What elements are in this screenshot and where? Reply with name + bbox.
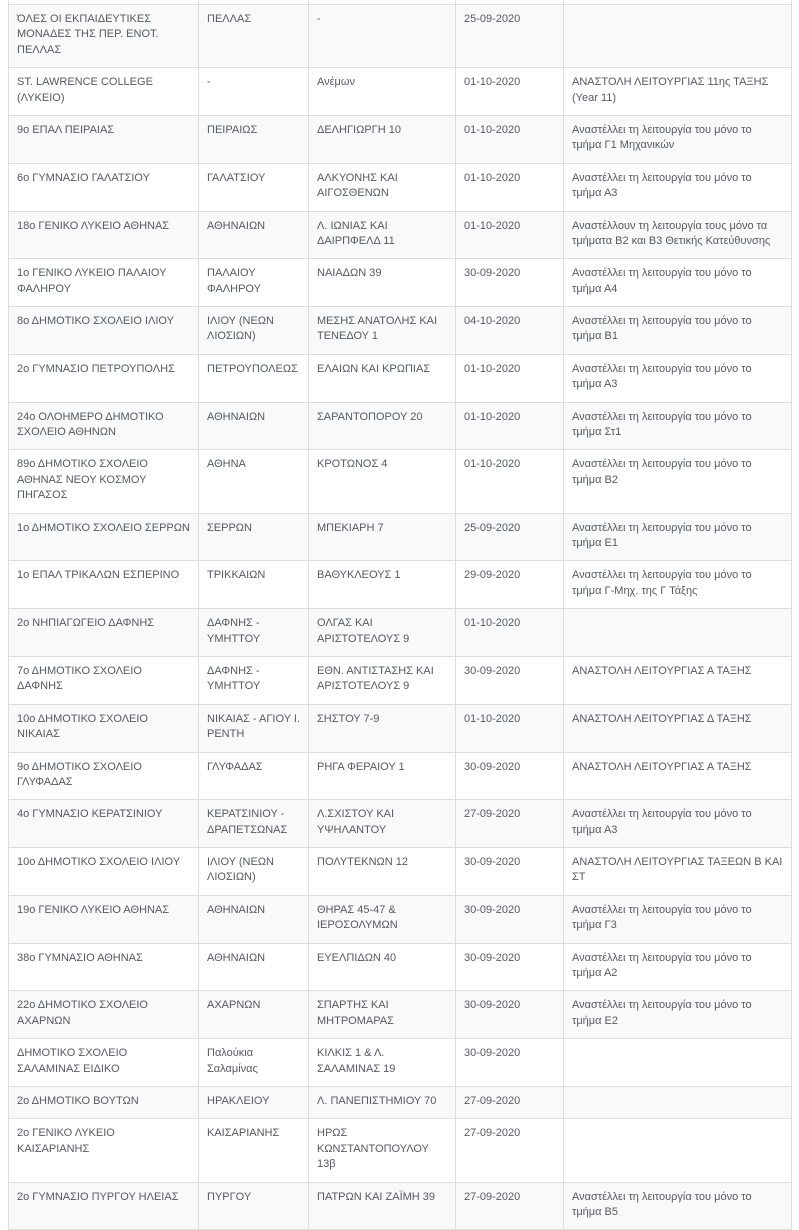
cell-date: 30-09-2020 bbox=[456, 943, 564, 991]
cell-address: ΑΛΚΥΟΝΗΣ ΚΑΙ ΑΙΓΟΣΘΕΝΩΝ bbox=[309, 163, 456, 211]
table-row bbox=[9, 704, 792, 752]
cell-date: 01-10-2020 bbox=[456, 450, 564, 513]
table-row bbox=[9, 68, 792, 116]
table-row bbox=[9, 895, 792, 943]
cell-notes: Αναστέλλουν τη λειτουργία τους μόνο τα τμήματα Β2 και Β3 Θετικής Κατεύθυνσης bbox=[564, 211, 792, 259]
cell-municipality: ΑΘΗΝΑΙΩΝ bbox=[199, 402, 309, 450]
cell-address: ΠΟΛΥΤΕΚΝΩΝ 12 bbox=[309, 848, 456, 896]
cell-date: 30-09-2020 bbox=[456, 991, 564, 1039]
cell-address: ΔΕΛΗΓΙΩΡΓΗ 10 bbox=[309, 115, 456, 163]
cell-municipality: ΓΑΛΑΤΣΙΟΥ bbox=[199, 163, 309, 211]
cell-municipality: ΑΧΑΡΝΩΝ bbox=[199, 991, 309, 1039]
cell-municipality: - bbox=[199, 68, 309, 116]
cell-municipality: ΠΕΙΡΑΙΩΣ bbox=[199, 115, 309, 163]
cell-municipality: ΣΕΡΡΩΝ bbox=[199, 513, 309, 561]
cell-address: ΕΛΑΙΩΝ ΚΑΙ ΚΡΩΠΙΑΣ bbox=[309, 354, 456, 402]
table-row bbox=[9, 450, 792, 513]
cell-school: 9ο ΕΠΑΛ ΠΕΙΡΑΙΑΣ bbox=[9, 115, 199, 163]
cell-address: ΝΑΙΑΔΩΝ 39 bbox=[309, 259, 456, 307]
cell-school: 18ο ΓΕΝΙΚΟ ΛΥΚΕΙΟ ΑΘΗΝΑΣ bbox=[9, 211, 199, 259]
cell-address: ΣΠΑΡΤΗΣ ΚΑΙ ΜΗΤΡΟΜΑΡΑΣ bbox=[309, 991, 456, 1039]
cell-school: 4ο ΓΥΜΝΑΣΙΟ ΚΕΡΑΤΣΙΝΙΟΥ bbox=[9, 800, 199, 848]
cell-school: ΌΛΕΣ ΟΙ ΕΚΠΑΙΔΕΥΤΙΚΕΣ ΜΟΝΑΔΕΣ ΤΗΣ ΠΕΡ. ΕΝΟΤ. ΠΕΛΛΑΣ bbox=[9, 5, 199, 68]
cell-school: 2ο ΝΗΠΙΑΓΩΓΕΙΟ ΔΑΦΝΗΣ bbox=[9, 609, 199, 657]
table-row bbox=[9, 354, 792, 402]
cell-municipality: ΗΡΑΚΛΕΙΟΥ bbox=[199, 1086, 309, 1118]
table-row bbox=[9, 848, 792, 896]
cell-school: 38ο ΓΥΜΝΑΣΙΟ ΑΘΗΝΑΣ bbox=[9, 943, 199, 991]
cell-date: 30-09-2020 bbox=[456, 1039, 564, 1087]
cell-notes: Αναστέλλει τη λειτουργία του μόνο το τμήμα Α3 bbox=[564, 163, 792, 211]
cell-address: Λ. ΠΑΝΕΠΙΣΤΗΜΙΟΥ 70 bbox=[309, 1086, 456, 1118]
cell-address: ΣΗΣΤΟΥ 7-9 bbox=[309, 704, 456, 752]
cell-address: ΡΗΓΑ ΦΕΡΑΙΟΥ 1 bbox=[309, 752, 456, 800]
cell-address: ΘΗΡΑΣ 45-47 & ΙΕΡΟΣΟΛΥΜΩΝ bbox=[309, 895, 456, 943]
cell-school: ST. LAWRENCE COLLEGE (ΛΥΚΕΙΟ) bbox=[9, 68, 199, 116]
cell-notes: Αναστέλλει τη λειτουργία του μόνο το τμήμα Α3 bbox=[564, 354, 792, 402]
table-row bbox=[9, 163, 792, 211]
cell-date: 01-10-2020 bbox=[456, 211, 564, 259]
cell-school: ΔΗΜΟΤΙΚΟ ΣΧΟΛΕΙΟ ΣΑΛΑΜΙΝΑΣ ΕΙΔΙΚΟ bbox=[9, 1039, 199, 1087]
cell-address: ΜΕΣΗΣ ΑΝΑΤΟΛΗΣ ΚΑΙ ΤΕΝΕΔΟΥ 1 bbox=[309, 307, 456, 355]
cell-date: 27-09-2020 bbox=[456, 1086, 564, 1118]
cell-address: ΣΑΡΑΝΤΟΠΟΡΟΥ 20 bbox=[309, 402, 456, 450]
cell-municipality: ΠΕΛΛΑΣ bbox=[199, 5, 309, 68]
table-row bbox=[9, 5, 792, 68]
cell-school: 1ο ΓΕΝΙΚΟ ΛΥΚΕΙΟ ΠΑΛΑΙΟΥ ΦΑΛΗΡΟΥ bbox=[9, 259, 199, 307]
cell-address: ΚΙΛΚΙΣ 1 & Λ. ΣΑΛΑΜΙΝΑΣ 19 bbox=[309, 1039, 456, 1087]
table-row bbox=[9, 943, 792, 991]
cell-municipality: ΙΛΙΟΥ (ΝΕΩΝ ΛΙΟΣΙΩΝ) bbox=[199, 848, 309, 896]
cell-address: Λ. ΙΩΝΙΑΣ ΚΑΙ ΔΑΙΡΠΦΕΛΔ 11 bbox=[309, 211, 456, 259]
cell-notes: Αναστέλλει τη λειτουργία του μόνο το τμήμα Γ3 bbox=[564, 895, 792, 943]
table-row bbox=[9, 513, 792, 561]
table-row bbox=[9, 656, 792, 704]
cell-date: 01-10-2020 bbox=[456, 704, 564, 752]
table-row bbox=[9, 609, 792, 657]
cell-date: 30-09-2020 bbox=[456, 752, 564, 800]
table-row bbox=[9, 1119, 792, 1182]
cell-notes bbox=[564, 1039, 792, 1087]
cell-address: Ανέμων bbox=[309, 68, 456, 116]
cell-address: ΒΑΘΥΚΛΕΟΥΣ 1 bbox=[309, 561, 456, 609]
cell-notes: Αναστέλλει τη λειτουργία του μόνο το τμήμα Γ1 Μηχανικών bbox=[564, 115, 792, 163]
cell-municipality: ΙΛΙΟΥ (ΝΕΩΝ ΛΙΟΣΙΩΝ) bbox=[199, 307, 309, 355]
cell-school: 24ο ΟΛΟΗΜΕΡΟ ΔΗΜΟΤΙΚΟ ΣΧΟΛΕΙΟ ΑΘΗΝΩΝ bbox=[9, 402, 199, 450]
cell-date: 01-10-2020 bbox=[456, 68, 564, 116]
table-row bbox=[9, 752, 792, 800]
table-row bbox=[9, 402, 792, 450]
table-row bbox=[9, 211, 792, 259]
cell-municipality: ΠΥΡΓΟΥ bbox=[199, 1182, 309, 1230]
cell-notes bbox=[564, 1119, 792, 1182]
table-row bbox=[9, 991, 792, 1039]
cell-municipality: ΑΘΗΝΑΙΩΝ bbox=[199, 895, 309, 943]
cell-municipality: ΑΘΗΝΑΙΩΝ bbox=[199, 943, 309, 991]
table-row bbox=[9, 800, 792, 848]
cell-address: ΕΥΕΛΠΙΔΩΝ 40 bbox=[309, 943, 456, 991]
cell-date: 04-10-2020 bbox=[456, 307, 564, 355]
table-row bbox=[9, 1086, 792, 1118]
cell-school: 19ο ΓΕΝΙΚΟ ΛΥΚΕΙΟ ΑΘΗΝΑΣ bbox=[9, 895, 199, 943]
cell-municipality: ΚΑΙΣΑΡΙΑΝΗΣ bbox=[199, 1119, 309, 1182]
cell-notes: Αναστέλλει τη λειτουργία του μόνο το τμήμα Ε2 bbox=[564, 991, 792, 1039]
cell-date: 01-10-2020 bbox=[456, 402, 564, 450]
cell-date: 29-09-2020 bbox=[456, 561, 564, 609]
cell-notes: Αναστέλλει τη λειτουργία του μόνο το τμήμα Β1 bbox=[564, 307, 792, 355]
cell-notes bbox=[564, 609, 792, 657]
cell-municipality: ΠΕΤΡΟΥΠΟΛΕΩΣ bbox=[199, 354, 309, 402]
cell-municipality: ΤΡΙΚΚΑΙΩΝ bbox=[199, 561, 309, 609]
cell-municipality: ΓΛΥΦΑΔΑΣ bbox=[199, 752, 309, 800]
cell-municipality: ΑΘΗΝΑΙΩΝ bbox=[199, 211, 309, 259]
cell-municipality: ΚΕΡΑΤΣΙΝΙΟΥ - ΔΡΑΠΕΤΣΩΝΑΣ bbox=[199, 800, 309, 848]
cell-date: 25-09-2020 bbox=[456, 513, 564, 561]
cell-address: ΜΠΕΚΙΑΡΗ 7 bbox=[309, 513, 456, 561]
cell-school: 1ο ΔΗΜΟΤΙΚΟ ΣΧΟΛΕΙΟ ΣΕΡΡΩΝ bbox=[9, 513, 199, 561]
cell-date: 30-09-2020 bbox=[456, 259, 564, 307]
cell-address: ΚΡΟΤΩΝΟΣ 4 bbox=[309, 450, 456, 513]
table-row bbox=[9, 1039, 792, 1087]
cell-address: - bbox=[309, 5, 456, 68]
table-row bbox=[9, 307, 792, 355]
cell-date: 27-09-2020 bbox=[456, 1182, 564, 1230]
cell-notes bbox=[564, 5, 792, 68]
cell-school: 8ο ΔΗΜΟΤΙΚΟ ΣΧΟΛΕΙΟ ΙΛΙΟΥ bbox=[9, 307, 199, 355]
cell-date: 30-09-2020 bbox=[456, 656, 564, 704]
cell-school: 10ο ΔΗΜΟΤΙΚΟ ΣΧΟΛΕΙΟ ΙΛΙΟΥ bbox=[9, 848, 199, 896]
cell-notes: Αναστέλλει τη λειτουργία του μόνο το τμήμα Α2 bbox=[564, 943, 792, 991]
cell-notes: ΑΝΑΣΤΟΛΗ ΛΕΙΤΟΥΡΓΙΑΣ Α ΤΑΞΗΣ bbox=[564, 752, 792, 800]
cell-date: 30-09-2020 bbox=[456, 895, 564, 943]
cell-school: 9ο ΔΗΜΟΤΙΚΟ ΣΧΟΛΕΙΟ ΓΛΥΦΑΔΑΣ bbox=[9, 752, 199, 800]
cell-notes: Αναστέλλει τη λειτουργία του μόνο το τμήμα Β2 bbox=[564, 450, 792, 513]
cell-school: 1ο ΕΠΑΛ ΤΡΙΚΑΛΩΝ ΕΣΠΕΡΙΝΟ bbox=[9, 561, 199, 609]
cell-school: 10ο ΔΗΜΟΤΙΚΟ ΣΧΟΛΕΙΟ ΝΙΚΑΙΑΣ bbox=[9, 704, 199, 752]
cell-notes: ΑΝΑΣΤΟΛΗ ΛΕΙΤΟΥΡΓΙΑΣ Α ΤΑΞΗΣ bbox=[564, 656, 792, 704]
cell-address: Λ.ΣΧΙΣΤΟΥ ΚΑΙ ΥΨΗΛΑΝΤΟΥ bbox=[309, 800, 456, 848]
cell-address: ΗΡΩΣ ΚΩΝΣΤΑΝΤΟΠΟΥΛΟΥ 13β bbox=[309, 1119, 456, 1182]
cell-notes: Αναστέλλει τη λειτουργία του μόνο το τμήμα Α4 bbox=[564, 259, 792, 307]
cell-municipality: ΔΑΦΝΗΣ - ΥΜΗΤΤΟΥ bbox=[199, 656, 309, 704]
cell-school: 7ο ΔΗΜΟΤΙΚΟ ΣΧΟΛΕΙΟ ΔΑΦΝΗΣ bbox=[9, 656, 199, 704]
cell-municipality: Παλούκια Σαλαμίνας bbox=[199, 1039, 309, 1087]
cell-school: 6ο ΓΥΜΝΑΣΙΟ ΓΑΛΑΤΣΙΟΥ bbox=[9, 163, 199, 211]
cell-date: 25-09-2020 bbox=[456, 5, 564, 68]
table-row bbox=[9, 115, 792, 163]
cell-date: 27-09-2020 bbox=[456, 800, 564, 848]
cell-date: 30-09-2020 bbox=[456, 848, 564, 896]
cell-notes: ΑΝΑΣΤΟΛΗ ΛΕΙΤΟΥΡΓΙΑΣ Δ ΤΑΞΗΣ bbox=[564, 704, 792, 752]
table-row bbox=[9, 259, 792, 307]
cell-date: 01-10-2020 bbox=[456, 163, 564, 211]
cell-school: 22ο ΔΗΜΟΤΙΚΟ ΣΧΟΛΕΙΟ ΑΧΑΡΝΩΝ bbox=[9, 991, 199, 1039]
cell-date: 01-10-2020 bbox=[456, 354, 564, 402]
table-row bbox=[9, 561, 792, 609]
cell-school: 2ο ΓΥΜΝΑΣΙΟ ΠΕΤΡΟΥΠΟΛΗΣ bbox=[9, 354, 199, 402]
cell-notes: Αναστέλλει τη λειτουργία του μόνο το τμήμα Ε1 bbox=[564, 513, 792, 561]
cell-school: 89ο ΔΗΜΟΤΙΚΟ ΣΧΟΛΕΙΟ ΑΘΗΝΑΣ ΝΕΟΥ ΚΟΣΜΟΥ ΠΗΓΑΣΟΣ bbox=[9, 450, 199, 513]
cell-municipality: ΝΙΚΑΙΑΣ - ΑΓΙΟΥ Ι. ΡΕΝΤΗ bbox=[199, 704, 309, 752]
cell-municipality: ΔΑΦΝΗΣ - ΥΜΗΤΤΟΥ bbox=[199, 609, 309, 657]
cell-address: ΟΛΓΑΣ ΚΑΙ ΑΡΙΣΤΟΤΕΛΟΥΣ 9 bbox=[309, 609, 456, 657]
cell-school: 2ο ΓΕΝΙΚΟ ΛΥΚΕΙΟ ΚΑΙΣΑΡΙΑΝΗΣ bbox=[9, 1119, 199, 1182]
school-closures-table bbox=[8, 0, 792, 1230]
cell-notes: Αναστέλλει τη λειτουργία του μόνο το τμήμα Α3 bbox=[564, 800, 792, 848]
cell-notes: ΑΝΑΣΤΟΛΗ ΛΕΙΤΟΥΡΓΙΑΣ 11ης ΤΑΞΗΣ (Year 11) bbox=[564, 68, 792, 116]
cell-notes bbox=[564, 1086, 792, 1118]
cell-school: 2ο ΔΗΜΟΤΙΚΟ ΒΟΥΤΩΝ bbox=[9, 1086, 199, 1118]
table-row bbox=[9, 1182, 792, 1230]
cell-notes: ΑΝΑΣΤΟΛΗ ΛΕΙΤΟΥΡΓΙΑΣ ΤΑΞΕΩΝ Β ΚΑΙ ΣΤ bbox=[564, 848, 792, 896]
cell-address: ΠΑΤΡΩΝ ΚΑΙ ΖΑΪΜΗ 39 bbox=[309, 1182, 456, 1230]
cell-date: 01-10-2020 bbox=[456, 609, 564, 657]
cell-school: 2ο ΓΥΜΝΑΣΙΟ ΠΥΡΓΟΥ ΗΛΕΙΑΣ bbox=[9, 1182, 199, 1230]
cell-address: ΕΘΝ. ΑΝΤΙΣΤΑΣΗΣ ΚΑΙ ΑΡΙΣΤΟΤΕΛΟΥΣ 9 bbox=[309, 656, 456, 704]
cell-date: 27-09-2020 bbox=[456, 1119, 564, 1182]
cell-municipality: ΠΑΛΑΙΟΥ ΦΑΛΗΡΟΥ bbox=[199, 259, 309, 307]
cell-notes: Αναστέλλει τη λειτουργία του μόνο το τμήμα Β5 bbox=[564, 1182, 792, 1230]
cell-notes: Αναστέλλει τη λειτουργία του μόνο το τμήμα Στ1 bbox=[564, 402, 792, 450]
cell-municipality: ΑΘΗΝΑ bbox=[199, 450, 309, 513]
cell-date: 01-10-2020 bbox=[456, 115, 564, 163]
cell-notes: Αναστέλλει τη λειτουργία του μόνο το τμήμα Γ-Μηχ. της Γ Τάξης bbox=[564, 561, 792, 609]
table-body bbox=[9, 0, 792, 1230]
